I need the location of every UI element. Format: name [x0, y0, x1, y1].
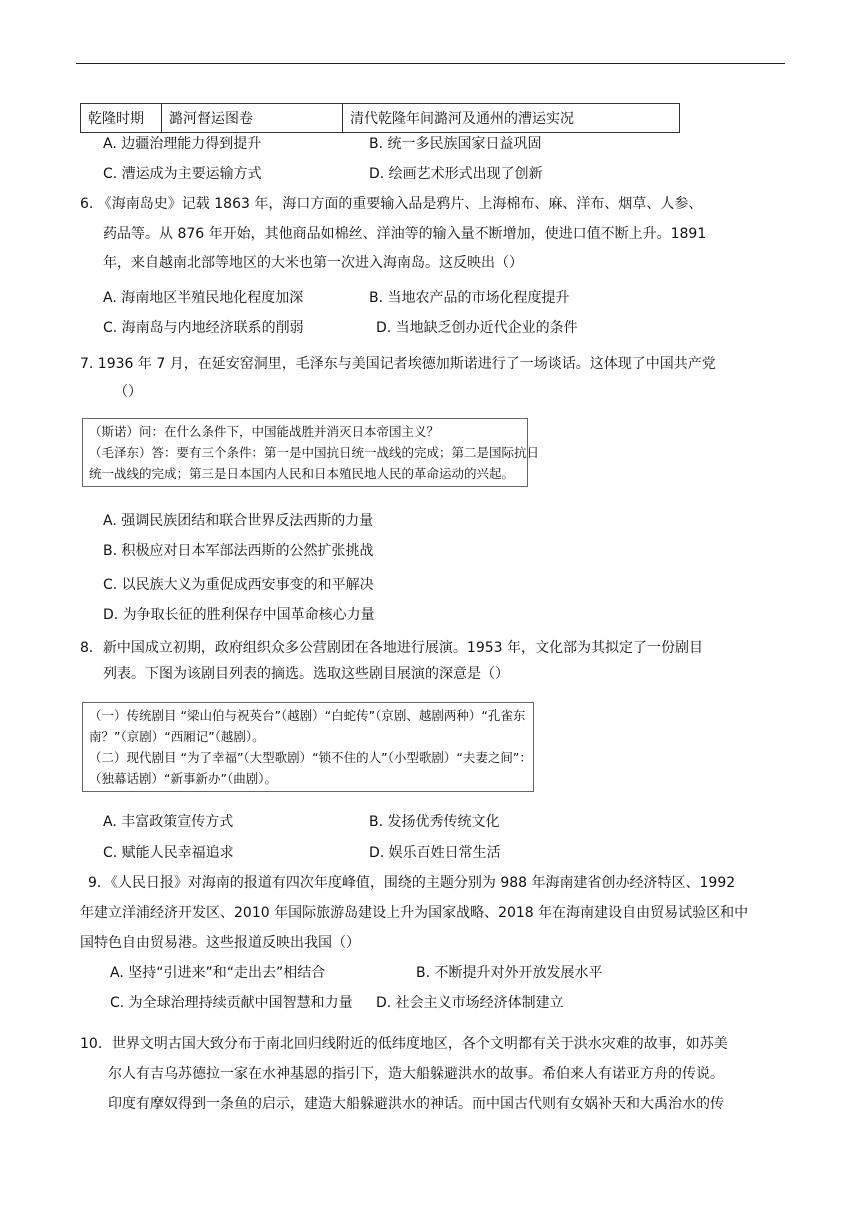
- q8-quote-box: [82, 702, 534, 792]
- q6-stem-line-3: 年，来自越南北部等地区的大米也第一次进入海南岛。这反映出（）: [103, 255, 523, 271]
- q6-option-c: C. 海南岛与内地经济联系的削弱: [103, 320, 304, 336]
- q7-stem-line-2: （）: [114, 384, 142, 400]
- q7-stem-line-1: 7. 1936 年 7 月，在延安窑洞里，毛泽东与美国记者埃德加斯诺进行了一场谈话。这体现了中国共产党: [80, 356, 716, 372]
- quote-line: （毛泽东）答：要有三个条件：第一是中国抗日统一战线的完成；第二是国际抗日: [89, 445, 540, 460]
- q7-quote-box: [82, 418, 540, 487]
- quote-line: （斯诺）问：在什么条件下，中国能战胜并消灭日本帝国主义？: [89, 424, 440, 439]
- q8-stem-line-2: 列表。下图为该剧目列表的摘选。选取这些剧目展演的深意是（）: [103, 666, 509, 682]
- q7-option-d: D. 为争取长征的胜利保存中国革命核心力量: [103, 607, 375, 623]
- q9-option-c: C. 为全球治理持续贡献中国智慧和力量: [110, 995, 353, 1011]
- q10-stem-line-1: 10．世界文明古国大致分布于南北回归线附近的低纬度地区，各个文明都有关于洪水灾难的故事，如苏美: [80, 1036, 728, 1052]
- period-cell: 乾隆时期: [81, 104, 162, 133]
- table-row: [81, 104, 680, 133]
- quote-line: （独幕话剧）“新事新办”（曲剧）。: [89, 771, 277, 786]
- title-cell: 潞河督运图卷: [162, 104, 343, 133]
- header-rule: [76, 63, 785, 64]
- quote-line: 统一战线的完成；第三是日本国内人民和日本殖民地人民的革命运动的兴起。: [89, 466, 515, 481]
- artwork-table: [80, 103, 680, 133]
- q8-option-a: A. 丰富政策宣传方式: [103, 814, 234, 830]
- q8-option-c: C. 赋能人民幸福追求: [103, 845, 234, 861]
- q8-option-b: B. 发扬优秀传统文化: [369, 814, 500, 830]
- q9-option-b: B. 不断提升对外开放发展水平: [416, 965, 603, 981]
- q8-stem-line-1: 8．新中国成立初期，政府组织众多公营剧团在各地进行展演。1953 年，文化部为其拟定了一份剧目: [80, 640, 703, 656]
- q6-stem-line-1: 6. 《海南岛史》记载 1863 年，海口方面的重要输入品是鸦片、上海棉布、麻、洋布、烟草、人参、: [80, 196, 703, 212]
- q5-option-b: B. 统一多民族国家日益巩固: [369, 136, 542, 152]
- q9-stem-line-2: 年建立洋浦经济开发区、2010 年国际旅游岛建设上升为国家战略、2018 年在海南建设自由贸易试验区和中: [80, 905, 749, 921]
- q10-stem-line-2: 尔人有吉乌苏德拉一家在水神基恩的指引下，造大船躲避洪水的故事。希伯来人有诺亚方舟的传说。: [108, 1066, 724, 1082]
- desc-cell: 清代乾隆年间潞河及通州的漕运实况: [343, 104, 680, 133]
- q6-option-d: D. 当地缺乏创办近代企业的条件: [376, 320, 578, 336]
- q8-option-d: D. 娱乐百姓日常生活: [369, 845, 501, 861]
- quote-line: （一）传统剧目 “梁山伯与祝英台”（越剧）“白蛇传”（京剧、越剧两种）“孔雀东: [89, 708, 526, 723]
- q10-stem-line-3: 印度有摩奴得到一条鱼的启示，建造大船躲避洪水的神话。而中国古代则有女娲补天和大禹治水的传: [108, 1096, 724, 1112]
- q9-stem-line-1: 9．《人民日报》对海南的报道有四次年度峰值，围绕的主题分别为 988 年海南建省创办经济特区、1992: [88, 875, 736, 891]
- q9-option-d: D. 社会主义市场经济体制建立: [376, 995, 564, 1011]
- q7-option-b: B. 积极应对日本军部法西斯的公然扩张挑战: [103, 543, 374, 559]
- q9-option-a: A. 坚持“引进来”和“走出去”相结合: [110, 965, 326, 981]
- q5-option-a: A. 边疆治理能力得到提升: [103, 136, 262, 152]
- quote-line: （二）现代剧目 “为了幸福”（大型歌剧）“锁不住的人”（小型歌剧）“夫妻之间”：: [89, 750, 532, 765]
- quote-line: 南？”（京剧）“西厢记”（越剧）。: [89, 729, 265, 744]
- q6-option-b: B. 当地农产品的市场化程度提升: [369, 290, 570, 306]
- q7-option-c: C. 以民族大义为重促成西安事变的和平解决: [103, 577, 374, 593]
- q5-option-d: D. 绘画艺术形式出现了创新: [369, 166, 543, 182]
- q9-stem-line-3: 国特色自由贸易港。这些报道反映出我国（）: [80, 935, 360, 951]
- q6-stem-line-2: 药品等。从 876 年开始，其他商品如棉丝、洋油等的输入量不断增加，使进口值不断上升。1891: [103, 226, 707, 242]
- q5-option-c: C. 漕运成为主要运输方式: [103, 166, 262, 182]
- q6-option-a: A. 海南地区半殖民地化程度加深: [103, 290, 304, 306]
- q7-option-a: A. 强调民族团结和联合世界反法西斯的力量: [103, 513, 374, 529]
